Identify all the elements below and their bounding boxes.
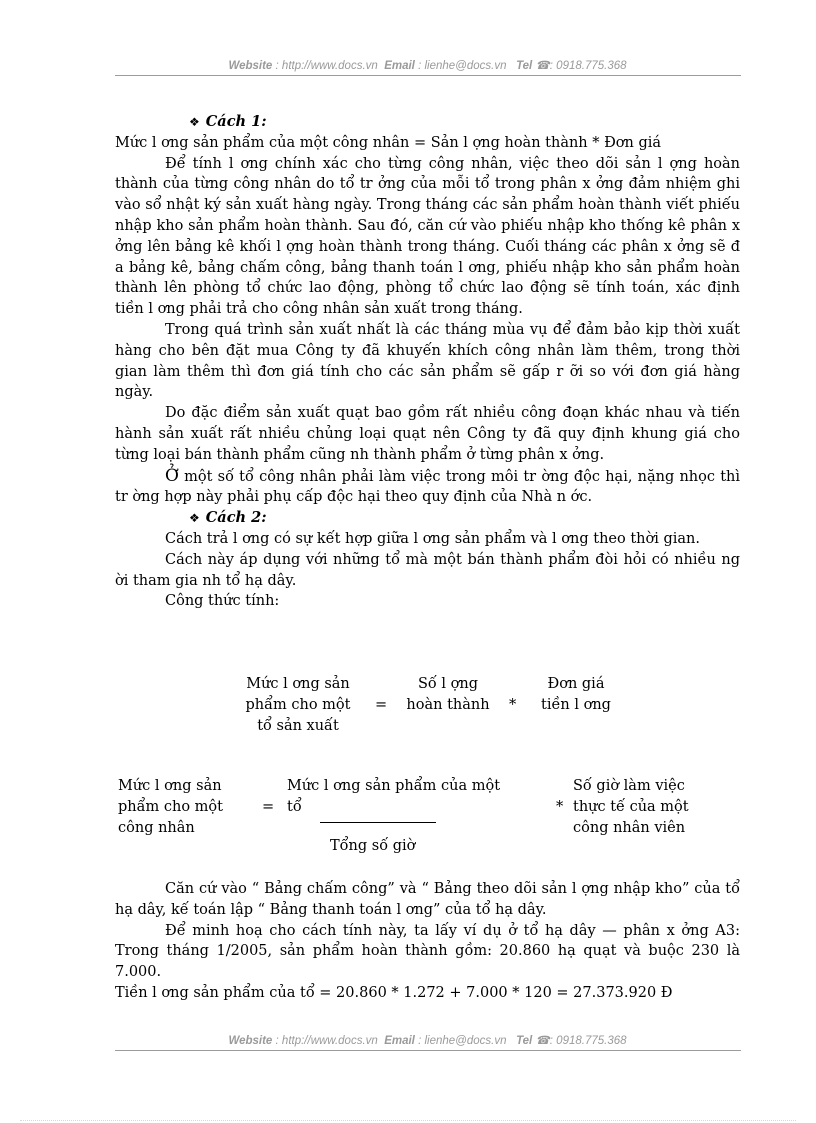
phone-icon: ☎	[535, 1035, 550, 1047]
section1-heading: ❖ Cách 1:	[189, 113, 267, 130]
section1-formula-line: Mức l ơng sản phẩm của một công nhân = Sản l ợng hoàn thành * Đơn giá	[115, 134, 662, 151]
page-footer	[115, 1033, 740, 1047]
formula2-denominator: Tổng số giờ	[330, 838, 416, 854]
formula2-rhs: Số giờ làm việc thực tế của một công nhân viên	[573, 778, 689, 836]
email-label: Email	[384, 60, 415, 72]
closing-paragraph-1: Căn cứ vào “ Bảng chấm công” và “ Bảng theo dõi sản l ợng nhập kho” của tổ hạ dây, kế toán lập “ Bảng thanh toán l ơng” của tổ hạ dây.	[115, 881, 740, 918]
email-label: Email	[384, 1035, 415, 1047]
tel-value: : 0918.775.368	[549, 1035, 627, 1047]
section2-paragraph-2: Cách này áp dụng với những tổ mà một bán thành phẩm đòi hỏi có nhiều ng ời tham gia nh tổ hạ dây.	[115, 551, 740, 589]
tel-label: Tel	[516, 60, 533, 72]
tel-value: : 0918.775.368	[549, 60, 627, 72]
formula1-equals: =	[375, 697, 388, 713]
footer-rule	[115, 1050, 741, 1051]
document-body	[115, 112, 740, 612]
closing-section	[115, 879, 740, 1004]
page-edge-dots	[20, 1120, 796, 1121]
email-value: : lienhe@docs.vn	[418, 1035, 507, 1047]
section2-paragraph-3: Công thức tính:	[165, 593, 280, 610]
bullet-icon: ❖	[189, 511, 200, 526]
website-label: Website	[228, 60, 273, 72]
section1-paragraph-3: Do đặc điểm sản xuất quạt bao gồm rất nhiều công đoạn khác nhau và tiến hành sản xuất rất nhiều chủng loại quạt nên Công ty đã quy định khung giá cho từng loại bán thành phẩm cũng nh thành phẩm ở từng phân x ởng.	[115, 405, 740, 463]
phone-icon: ☎	[535, 60, 550, 72]
formula1-multiply: *	[509, 697, 517, 713]
section1-paragraph-4: Ở một số tổ công nhân phải làm việc trong môi tr ờng độc hại, nặng nhọc thì tr ờng hợp này phải phụ cấp độc hại theo quy định của Nhà n ớc.	[115, 465, 740, 506]
formula1-quantity: Số l ợng hoàn thành	[406, 676, 490, 713]
website-value: : http://www.docs.vn	[275, 1035, 378, 1047]
bullet-icon: ❖	[189, 115, 200, 129]
section1-paragraph-1: Để tính l ơng chính xác cho từng công nhân, việc theo dõi sản l ợng hoàn thành của từng công nhân do tổ tr ởng của mỗi tổ trong phân x ởng đảm nhiệm ghi vào sổ nhật ký sản xuất hàng ngày. Trong tháng các sản phẩm hoàn thành viết phiếu nhập kho sản phẩm hoàn thành. Sau đó, căn cứ vào phiếu nhập kho thống kê phân x ởng lên bảng kê khối l ợng hoàn thành trong tháng. Cuối tháng các phân x ởng sẽ đ a bảng kê, bảng chấm công, bảng thanh toán l ơng, phiếu nhập kho sản phẩm hoàn thành lên phòng tổ chức lao động, phòng tổ chức lao động sẽ tính toán, xác định tiền l ơng phải trả cho công nhân sản xuất trong tháng.	[115, 155, 740, 318]
formula2-numerator: Mức l ơng sản phẩm của một tổ	[287, 778, 501, 815]
website-label: Website	[228, 1035, 273, 1047]
formula2-multiply: *	[556, 799, 564, 815]
email-value: : lienhe@docs.vn	[418, 60, 507, 72]
page-header	[115, 58, 740, 72]
formula1-lhs: Mức l ơng sản phẩm cho một tổ sản xuất	[245, 676, 351, 734]
fraction-bar	[320, 822, 436, 823]
section1-paragraph-2: Trong quá trình sản xuất nhất là các tháng mùa vụ để đảm bảo kịp thời xuất hàng cho bên đặt mua Công ty đã khuyến khích công nhân làm thêm, trong thời gian làm thêm thì đơn giá tính cho các sản phẩm sẽ gấp r ỡi so với đơn giá hàng ngày.	[115, 321, 740, 401]
closing-paragraph-2: Để minh hoạ cho cách tính này, ta lấy ví dụ ở tổ hạ dây — phân x ởng A3: Trong tháng 1/2005, sản phẩm hoàn thành gồm: 20.860 hạ quạt và buộc 230 là 7.000.	[115, 922, 740, 981]
website-value: : http://www.docs.vn	[275, 60, 378, 72]
formula1-unit-price: Đơn giá tiền l ơng	[541, 676, 611, 713]
formula2-lhs: Mức l ơng sản phẩm cho một công nhân	[118, 778, 223, 836]
header-rule	[115, 75, 741, 76]
section2-heading: ❖ Cách 2:	[189, 509, 267, 527]
tel-label: Tel	[516, 1035, 533, 1047]
closing-paragraph-3: Tiền l ơng sản phẩm của tổ = 20.860 * 1.272 + 7.000 * 120 = 27.373.920 Đ	[115, 984, 673, 1001]
section2-paragraph-1: Cách trả l ơng có sự kết hợp giữa l ơng sản phẩm và l ơng theo thời gian.	[165, 530, 700, 547]
formula2-equals: =	[262, 799, 275, 815]
